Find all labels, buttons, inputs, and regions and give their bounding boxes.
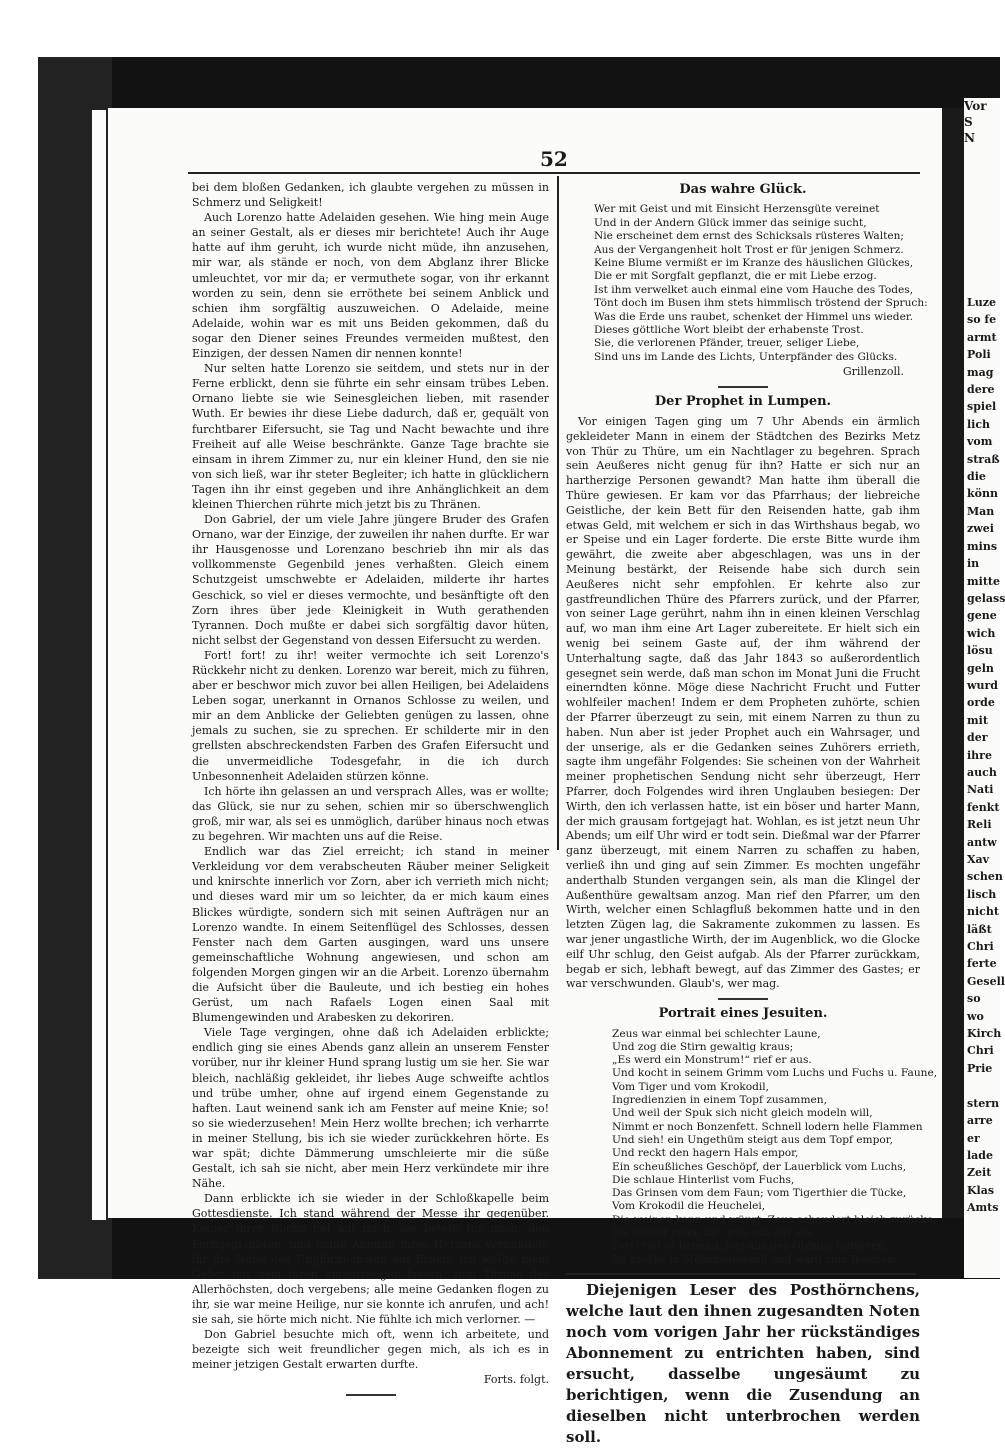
- story-title: Der Prophet in Lumpen.: [654, 393, 832, 409]
- poem1-lines: [566, 203, 928, 364]
- notice-rule: [566, 1273, 916, 1275]
- line-fragment: lisch: [967, 887, 997, 901]
- line-fragment: straß: [967, 452, 1000, 466]
- line-fragment: mit: [967, 713, 988, 727]
- poem-line: Die Götter rufen all': was soll das sei;: [612, 1227, 814, 1240]
- poem-line: Ingredienzien in einem Topf zusammen,: [612, 1094, 827, 1107]
- poem-line: Und sieh! ein Ungethüm steigt aus dem Topf empor,: [612, 1133, 894, 1146]
- separator: [718, 386, 768, 388]
- line-fragment: Chri: [967, 940, 994, 954]
- line-fragment: ihre: [967, 748, 992, 762]
- poem-line: Vom Krokodil die Heuchelei,: [612, 1200, 766, 1213]
- paragraph: Don Gabriel besuchte mich oft, wenn ich arbeitete, und bezeigte sich weit freundlicher gegen mich, als ich es in meiner jetzigen Gestalt erwarten durfte.: [192, 1328, 549, 1372]
- column-divider: [557, 176, 559, 850]
- poem-line: Zeus war einmal bei schlechter Laune,: [612, 1027, 821, 1040]
- paragraph: Nur selten hatte Lorenzo sie seitdem, und stets nur in der Ferne erblickt, denn sie führte ein sehr einsam trübes Leben. Ornano liebte sie wie Seinesgleichen lieben, mit rasender Wuth. Er bewies ihr diese Liebe dadurch, daß er, gequält von furchtbarer Eifersucht, sie Tag und Nacht bewachte und ihre Freiheit auf alle Weise beschränkte. Ganze Tage brachte sie einsam in ihrem Zimmer zu, nur ein kleiner Hund, den sie nie von sich ließ, war ihr steter Begleiter; ich hatte in glücklichern Tagen ihn ihr einst gegeben und ihre Anhänglichkeit an dem kleinen Thierchen rührte mich jetzt bis zu Thränen.: [192, 362, 549, 511]
- end-separator: [346, 1394, 396, 1396]
- line-fragment: Nati: [967, 783, 994, 797]
- poem-line: Die er mit Sorgfalt gepflanzt, die er mit Liebe erzog.: [594, 270, 877, 283]
- gutter-shadow: [942, 108, 964, 1218]
- page-number: 52: [540, 147, 568, 171]
- story-text: [566, 415, 920, 992]
- poem-line: Dieses göttliche Wort bleibt der erhabenste Trost.: [594, 324, 864, 337]
- paragraph: Endlich war das Ziel erreicht; ich stand in meiner Verkleidung vor dem verabscheuten Räuber meiner Seligkeit und knirschte innerlich vor Zorn, aber ich verrieth mich nicht; und dieses ward mir um so leichter, da er mich kaum eines Blickes würdigte, sondern sich mit seinen Aufträgen nur an Lorenzo wandte. In einem Seitenflügel des Schlosses, dessen Fenster nach dem Garten ausgingen, ward uns unsere gemeinschaftliche Wohnung angewiesen, und schon am folgenden Morgen gingen wir an die Arbeit. Lorenzo übernahm die Aufsicht über die Bauleute, und ich bestieg ein hohes Gerüst, um nach Rafaels Logen einen Saal mit Blumengewinden und Arabesken zu dekoriren.: [192, 845, 549, 1025]
- poem-line: Sind uns im Lande des Lichts, Unterpfänder des Glücks.: [594, 350, 898, 363]
- line-fragment: vom: [967, 435, 993, 449]
- line-fragment: in: [967, 557, 980, 571]
- paragraph: Viele Tage vergingen, ohne daß ich Adelaiden erblickte; endlich ging sie eines Abends ganz allein an unserem Fenster vorüber, nur ihr kleiner Hund sprang lustig um sie her. Sie war bleich, nachläßig gekleidet, ihr liebes Auge schweifte achtlos und trübe umher, ohne auf irgend einem Gegenstande zu haften. Laut weinend sank ich am Fenster auf meine Knie; so! so sie wiederzusehen! Mein Herz wollte brechen; ich verharrte in meiner Stellung, bis ich sie wieder zurückkehren hörte. Es war spät; dichte Dämmerung umschleierte mir die süße Gestalt, ich sah sie nicht, aber mein Herz verkündete mir ihre Nähe.: [192, 1026, 549, 1191]
- line-fragment: mitte: [967, 574, 1000, 588]
- line-fragment: schen: [967, 870, 1003, 884]
- poem-line: Und zog die Stirn gewaltig kraus;: [612, 1040, 794, 1053]
- line-fragment: mins: [967, 539, 998, 553]
- poem-line: Tönt doch im Busen ihm stets himmlisch tröstend der Spruch:: [594, 297, 928, 310]
- line-fragment: Amts: [967, 1201, 999, 1215]
- poem-line: Da krochs in Mönchsgewand und ward zum Jesuiten.: [612, 1253, 898, 1266]
- line-fragment: lade: [967, 1148, 993, 1162]
- line-fragment: nicht: [967, 905, 999, 919]
- line-fragment: die: [967, 470, 986, 484]
- line-fragment: stern: [967, 1096, 1000, 1110]
- paragraph: Dann erblickte ich sie wieder in der Schloßkapelle beim Gottesdienste. Ich stand während der Messe ihr gegenüber. Keiner ihrer Blicke fiel auf mich, sie betete für mich, den Ferngeglaubten, und keine Ahnung ihres Herzens verkündete ihr die Nähe des Unglücklichsten auf Erden. Ich wollte mein Gebet mit dem ihren hinaufsteigen lassen, zum Throne des Allerhöchsten, doch vergebens; alle meine Gedanken flogen zu ihr, sie war meine Heilige, nur sie konnte ich anrufen, und ach! sie sah, sie hörte mich nicht. Nie fühlte ich mich verlorner. —: [192, 1192, 549, 1327]
- left-column: [192, 180, 549, 1402]
- line-fragment: zwei: [967, 522, 994, 536]
- line-fragment: gelass: [967, 591, 1005, 605]
- poem2-lines: [566, 1027, 938, 1267]
- paragraph: Don Gabriel, der um viele Jahre jüngere Bruder des Grafen Ornano, war der Einzige, der zuweilen ihr nahen durfte. Er war ihr Hausgenosse und Lorenzano beschrieb ihn mir als das vollkommenste Gegenbild jenes verhaßten. Gleich einem Schutzgeist umschwebte er Adelaiden, milderte ihr hartes Geschick, so viel er dieses vermochte, und besänftigte oft den Zorn ihres über jede Kleinigkeit in Wuth gerathenden Tyrannen. Doch mußte er dabei sich sorgfältig davor hüten, nicht selbst der Gegenstand von dessen Eifersucht zu werden.: [192, 513, 549, 647]
- poem-line: Nie erscheinet dem ernst des Schicksals rüsteres Walten;: [594, 230, 905, 243]
- poem-line: „Es werd ein Monstrum!“ rief er aus.: [612, 1054, 812, 1067]
- poem-line: Die weinen kann und würgt. Zeus schaudert bleich zurücke,: [612, 1213, 937, 1226]
- subscription-notice: Diejenigen Leser des Posthörnchens, welche laut den ihnen zugesandten Noten noch vom vorigen Jahr her rückständiges Abonnement zu entrichten haben, sind ersucht, dasselbe ungesäumt zu berichtigen, wenn die Zusendung an dieselben nicht unterbrochen werden soll.: [566, 1280, 920, 1446]
- line-fragment: [964, 1077, 1000, 1094]
- line-fragment: antw: [967, 835, 997, 849]
- continuation-line: [192, 1372, 549, 1387]
- line-fragment: mag: [967, 365, 994, 379]
- next-page-lines: [964, 294, 1005, 1217]
- line-fragment: Zeit: [967, 1166, 992, 1180]
- poem-line: Nimmt er noch Bonzenfett. Schnell lodern helle Flammen: [612, 1120, 923, 1133]
- line-fragment: Chri: [967, 1044, 994, 1058]
- poem-line: Ist ihm verwelket auch einmal eine vom Hauche des Todes,: [594, 283, 914, 296]
- paragraph: Fort! fort! zu ihr! weiter vermochte ich seit Lorenzo's Rückkehr nicht zu denken. Lorenzo war bereit, mich zu führen, aber er beschwor mich zuvor bei allen Heiligen, bei Adelaidens Leben sogar, unerkannt in Ornanos Schlosse zu weilen, und mir an dem Anblicke der Geliebten genügen zu lassen, ohne jemals zu suchen, sie zu sprechen. Er schilderte mir in den grellsten abschreckendsten Farben des Grafen Eifersucht und die unvermeidliche Todesgefahr, in die ich durch Unbesonnenheit Adelaiden stürzen könne.: [192, 648, 549, 783]
- line-fragment: läßt: [967, 922, 992, 936]
- poem-line: Keine Blume vermißt er im Kranze des häuslichen Glückes,: [594, 257, 914, 270]
- poem2-title: Portrait eines Jesuiten.: [658, 1006, 828, 1022]
- poem-line: Ein scheußliches Geschöpf, der Lauerblick vom Luchs,: [612, 1160, 907, 1173]
- poem-line: Aus der Vergangenheit holt Trost er für jenigen Schmerz.: [594, 243, 904, 256]
- line-fragment: wich: [967, 626, 996, 640]
- poem-line: Was die Erde uns raubet, schenket der Himmel uns wieder.: [594, 310, 914, 323]
- line-fragment: arre: [967, 1114, 993, 1128]
- spine-page-edge: [92, 110, 106, 1220]
- line-fragment: Xav: [967, 853, 990, 866]
- heading-fragment: Vor: [964, 99, 987, 113]
- line-fragment: Man: [967, 504, 995, 518]
- poem-line: Und kocht in seinem Grimm vom Luchs und Fuchs u. Faune,: [612, 1067, 938, 1080]
- right-column: [566, 180, 938, 1448]
- line-fragment: fenkt: [967, 800, 1000, 814]
- heading-fragment: S: [964, 115, 973, 129]
- poem-line: Sie, die verlorenen Pfänder, treuer, seliger Liebe,: [594, 337, 860, 350]
- paragraph: Auch Lorenzo hatte Adelaiden gesehen. Wie hing mein Auge an seiner Gestalt, als er dieses mir berichtete! Auch ihr Auge hatte auf ihm geruht, ich wurde nicht müde, ihn anzusehen, mir war, als stände er noch, von dem Abglanz ihrer Blicke umleuchtet, vor mir da; er vermuthete sogar, von ihr erkannt worden zu sein, denn sie erröthete bei seinem Anblick und schien ihm sorgfältig auszuweichen. O Adelaide, meine Adelaide, wohin war es mit uns Beiden gekommen, daß du sogar den Diener seines Freundes vermeiden mußtest, den Einzigen, der dessen Namen dir nennen konnte!: [192, 211, 549, 361]
- line-fragment: spiel: [967, 400, 997, 414]
- line-fragment: Kirch: [967, 1027, 1002, 1041]
- poem-line: Wer mit Geist und mit Einsicht Herzensgüte vereinet: [594, 203, 880, 216]
- header-rule: [188, 172, 920, 174]
- poem-line: Und weil der Spuk sich nicht gleich modeln will,: [612, 1107, 873, 1120]
- line-fragment: Poli: [967, 348, 991, 362]
- poem-line: Und reckt den hagern Hals empor,: [612, 1147, 799, 1160]
- next-page-fragment: [964, 98, 1005, 1278]
- heading-fragment: N: [964, 131, 975, 145]
- continued-note: Forts. folgt.: [483, 1373, 549, 1387]
- line-fragment: so fe: [967, 313, 997, 327]
- poem1-author: Grillenzoll.: [842, 365, 904, 379]
- line-fragment: geln: [967, 661, 994, 675]
- line-fragment: dere: [967, 383, 995, 397]
- separator: [718, 998, 768, 1000]
- poem-line: Die schlaue Hinterlist vom Fuchs,: [612, 1173, 795, 1186]
- next-page-heading: [964, 98, 1000, 294]
- line-fragment: Prie: [967, 1061, 993, 1075]
- line-fragment: wurd: [967, 678, 998, 692]
- line-fragment: lösu: [967, 644, 993, 658]
- line-fragment: Gesell: [967, 974, 1005, 988]
- poem-line: Und in der Andern Glück immer das seinige sucht,: [594, 216, 867, 229]
- line-fragment: ferte: [967, 957, 997, 971]
- line-fragment: gene: [967, 609, 997, 623]
- line-fragment: wo: [967, 1009, 984, 1023]
- poem1-title: Das wahre Glück.: [679, 182, 807, 197]
- line-fragment: Luze: [967, 296, 996, 309]
- line-fragment: Klas: [967, 1183, 995, 1197]
- poem-line: Das Grinsen vom dem Faun; vom Tigerthier die Tücke,: [612, 1187, 907, 1200]
- line-fragment: der: [967, 731, 988, 745]
- paragraph: bei dem bloßen Gedanken, ich glaubte vergehen zu müssen in Schmerz und Seligkeit!: [192, 181, 549, 210]
- poem-line: Vom Tiger und vom Krokodil,: [612, 1080, 770, 1093]
- left-column-text: [192, 180, 549, 1372]
- paragraph: Ich hörte ihn gelassen an und versprach Alles, was er wollte; das Glück, sie nur zu sehen, schien mir so überschwenglich groß, mir war, als sei es unmöglich, darüber hinaus noch etwas zu begehren. Wir machten uns auf die Reise.: [192, 784, 549, 844]
- line-fragment: orde: [967, 696, 995, 710]
- poem-line: Fort! rief er bebend, fort aus des Olymps Gebieten,: [612, 1240, 888, 1253]
- line-fragment: auch: [967, 765, 997, 779]
- line-fragment: lich: [967, 417, 991, 431]
- line-fragment: armt: [967, 330, 997, 344]
- line-fragment: so: [967, 992, 981, 1006]
- line-fragment: könn: [967, 487, 998, 501]
- line-fragment: Reli: [967, 818, 992, 832]
- line-fragment: er: [967, 1131, 980, 1145]
- paragraph: Vor einigen Tagen ging um 7 Uhr Abends ein ärmlich gekleideter Mann in einem der Städtchen des Bezirks Metz von Thür zu Thüre, um ein Nachtlager zu begehren. Sprach sein Aeußeres nicht genug für ihn? Hatte er sich nur an hartherzige Personen gewandt? Man hatte ihm überall die Thüre gewiesen. Er kam vor das Pfarrhaus; der liebreiche Geistliche, der kein Bett für den Reisenden hatte, gab ihm etwas Geld, mit welchem er sich in das Wirthshaus begab, wo er Speise und ein Lager forderte. Die erste Bitte wurde ihm gewährt, die zweite aber abgeschlagen, was uns in der Meinung bestärkt, der Reisende habe sich durch sein Aeußeres nicht sehr empfohlen. Er kehrte also zur gastfreundlichen Thüre des Pfarrers zurück, und der Pfarrer, von seiner Lage gerührt, nahm ihn in einen kleinen Verschlag auf, wo man ihm eine Art Lager zubereitete. Er hielt sich ein wenig bei seinem Gaste auf, der ihm während der Unterhaltung sagte, daß das Jahr 1843 so außerordentlich gesegnet sein werde, daß man schon im Monat Juni die Frucht einerndten könne. Möge diese Nachricht Frucht und Futter wohlfeiler machen! Indem er dem Propheten zuhörte, schien der Pfarrer überzeugt zu sein, mit einem Narren zu thun zu haben. Nun aber ist jeder Prophet auch ein Wahrsager, und der unserige, als er die Gedanken seines Zuhörers errieth, sagte ihm ungefähr Folgendes: Sie scheinen von der Wahrheit meiner prophetischen Sendung nicht sehr überzeugt, Herr Pfarrer, doch Folgendes wird ihren Unglauben besiegen: Der Wirth, den ich verlassen hatte, ist ein böser und harter Mann, der mich grausam fortgejagt hat. Wohlan, es ist jetzt neun Uhr Abends; um eilf Uhr wird er todt sein. Dießmal war der Pfarrer ganz überzeugt, mit einem Narren zu schaffen zu haben, verließ ihn und ging auf sein Zimmer. Es mochten ungefähr anderthalb Stunden vergangen sein, als man die Klingel der Außenthüre gewaltsam anzog. Man rief den Pfarrer, um den Wirth, welcher einen Schlagfluß bekommen hatte und in den letzten Zügen lag, die Sakramente zukommen zu lassen. Es war jener ungastliche Wirth, der im Augenblick, wo die Glocke eilf Uhr schlug, den Geist aufgab. Als der Pfarrer zurückkam, begab er sich, lebhaft bewegt, auf das Zimmer des Gastes; er war verschwunden. Glaub's, wer mag.: [566, 415, 920, 991]
